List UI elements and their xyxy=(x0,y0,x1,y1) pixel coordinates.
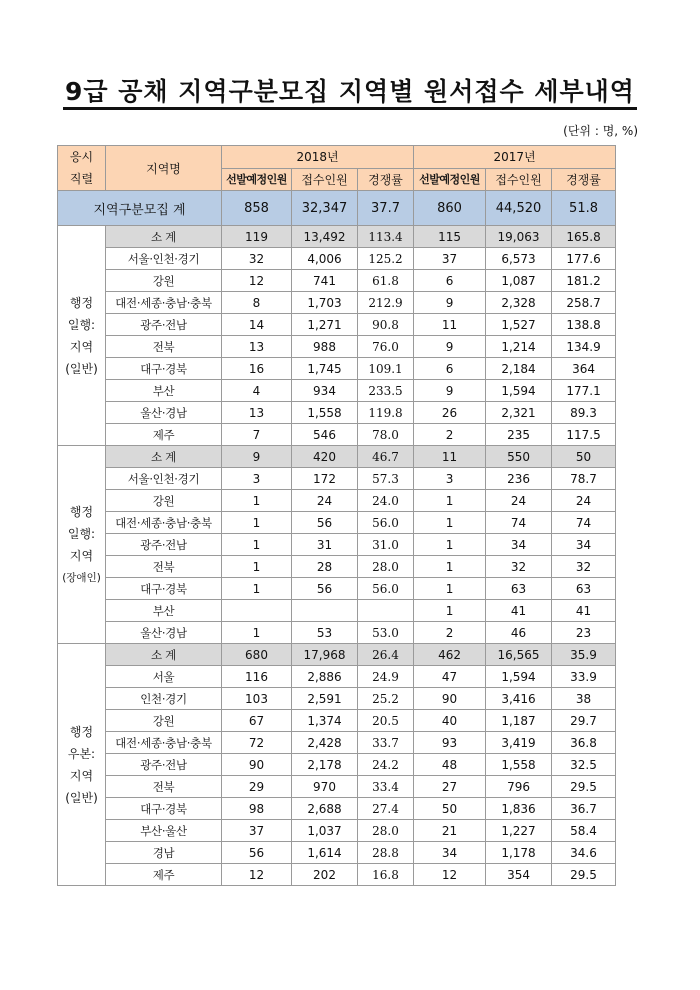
cell: 177.1 xyxy=(552,380,616,402)
cell: 33.4 xyxy=(358,776,414,798)
cell: 138.8 xyxy=(552,314,616,336)
table-row xyxy=(58,512,616,534)
cell: 233.5 xyxy=(358,380,414,402)
cell: 3,416 xyxy=(486,688,552,710)
cell: 258.7 xyxy=(552,292,616,314)
cell: 28.0 xyxy=(358,820,414,842)
table-row xyxy=(58,270,616,292)
cell: 1 xyxy=(222,578,292,600)
cell: 24 xyxy=(292,490,358,512)
region-name: 광주·전남 xyxy=(106,754,222,776)
cell: 47 xyxy=(414,666,486,688)
cell: 41 xyxy=(486,600,552,622)
region-name: 대구·경북 xyxy=(106,578,222,600)
cell: 125.2 xyxy=(358,248,414,270)
cell: 934 xyxy=(292,380,358,402)
table-row xyxy=(58,556,616,578)
group-label-line: 지역 xyxy=(69,548,94,563)
cell: 11 xyxy=(414,314,486,336)
region-name: 소 계 xyxy=(106,446,222,468)
cell: 1,271 xyxy=(292,314,358,336)
cell: 1,558 xyxy=(292,402,358,424)
table-row xyxy=(58,292,616,314)
cell: 90 xyxy=(414,688,486,710)
cell: 1 xyxy=(414,490,486,512)
cell: 31.0 xyxy=(358,534,414,556)
cell: 29.7 xyxy=(552,710,616,732)
cell: 988 xyxy=(292,336,358,358)
cell: 13 xyxy=(222,336,292,358)
cell: 1,087 xyxy=(486,270,552,292)
cell: 34 xyxy=(414,842,486,864)
table-row xyxy=(58,380,616,402)
cell: 1 xyxy=(414,600,486,622)
cell: 34.6 xyxy=(552,842,616,864)
cell: 2,591 xyxy=(292,688,358,710)
cell: 177.6 xyxy=(552,248,616,270)
group-label xyxy=(58,644,106,886)
cell: 27 xyxy=(414,776,486,798)
cell: 9 xyxy=(414,336,486,358)
cell: 25.2 xyxy=(358,688,414,710)
cell: 12 xyxy=(222,864,292,886)
cell: 36.8 xyxy=(552,732,616,754)
region-name: 대구·경북 xyxy=(106,798,222,820)
cell: 354 xyxy=(486,864,552,886)
cell: 48 xyxy=(414,754,486,776)
cell: 36.7 xyxy=(552,798,616,820)
group-label-line: (장애인) xyxy=(62,571,101,584)
region-name: 부산·울산 xyxy=(106,820,222,842)
cell: 53.0 xyxy=(358,622,414,644)
cell: 24 xyxy=(552,490,616,512)
cell: 165.8 xyxy=(552,226,616,248)
group-label-line: 우본: xyxy=(67,746,96,761)
cell: 67 xyxy=(222,710,292,732)
cell: 9 xyxy=(414,380,486,402)
table-row xyxy=(58,578,616,600)
table-row xyxy=(58,732,616,754)
group-label-line: 행정 xyxy=(69,724,94,739)
cell: 14 xyxy=(222,314,292,336)
group-label-line: 지역 xyxy=(69,339,94,354)
cell: 11 xyxy=(414,446,486,468)
region-name: 서울·인천·경기 xyxy=(106,248,222,270)
cell: 236 xyxy=(486,468,552,490)
region-name: 제주 xyxy=(106,424,222,446)
cell: 56.0 xyxy=(358,512,414,534)
cell: 32 xyxy=(222,248,292,270)
header-ratio: 경쟁률 xyxy=(358,168,414,191)
cell: 37 xyxy=(222,820,292,842)
cell: 202 xyxy=(292,864,358,886)
cell: 44,520 xyxy=(486,191,552,226)
region-name: 강원 xyxy=(106,710,222,732)
region-name: 울산·경남 xyxy=(106,402,222,424)
cell: 50 xyxy=(414,798,486,820)
region-name: 서울·인천·경기 xyxy=(106,468,222,490)
table-row xyxy=(58,248,616,270)
cell: 98 xyxy=(222,798,292,820)
cell: 33.9 xyxy=(552,666,616,688)
cell: 1,836 xyxy=(486,798,552,820)
cell: 119 xyxy=(222,226,292,248)
cell: 17,968 xyxy=(292,644,358,666)
cell: 3 xyxy=(414,468,486,490)
cell: 1 xyxy=(414,556,486,578)
cell: 32,347 xyxy=(292,191,358,226)
cell: 13,492 xyxy=(292,226,358,248)
cell: 16 xyxy=(222,358,292,380)
group-label-line: 일행: xyxy=(67,526,96,541)
cell: 37 xyxy=(414,248,486,270)
header-planned: 선발예정인원 xyxy=(222,168,292,191)
header-region: 지역명 xyxy=(106,146,222,191)
cell: 172 xyxy=(292,468,358,490)
table-row xyxy=(58,490,616,512)
header-applicants: 접수인원 xyxy=(486,168,552,191)
group-label-line: 지역 xyxy=(69,768,94,783)
cell: 89.3 xyxy=(552,402,616,424)
cell: 796 xyxy=(486,776,552,798)
cell: 6 xyxy=(414,358,486,380)
header-exam: 응시 직렬 xyxy=(58,146,106,191)
cell: 21 xyxy=(414,820,486,842)
cell: 16,565 xyxy=(486,644,552,666)
unit-note: (단위 : 명, %) xyxy=(563,124,638,138)
region-name: 전북 xyxy=(106,556,222,578)
cell: 41 xyxy=(552,600,616,622)
table-row xyxy=(58,336,616,358)
cell: 74 xyxy=(486,512,552,534)
region-name: 울산·경남 xyxy=(106,622,222,644)
header-ratio: 경쟁률 xyxy=(552,168,616,191)
group-label-line: 행정 xyxy=(69,504,94,519)
cell: 78.0 xyxy=(358,424,414,446)
cell: 28.8 xyxy=(358,842,414,864)
cell: 420 xyxy=(292,446,358,468)
group-label xyxy=(58,446,106,644)
cell: 860 xyxy=(414,191,486,226)
region-name: 강원 xyxy=(106,490,222,512)
cell: 2,428 xyxy=(292,732,358,754)
table-row xyxy=(58,776,616,798)
cell: 364 xyxy=(552,358,616,380)
cell: 24.9 xyxy=(358,666,414,688)
cell: 1,374 xyxy=(292,710,358,732)
cell: 51.8 xyxy=(552,191,616,226)
cell: 12 xyxy=(222,270,292,292)
cell: 90.8 xyxy=(358,314,414,336)
cell: 1 xyxy=(414,578,486,600)
cell: 134.9 xyxy=(552,336,616,358)
header-year-2018: 2018년 xyxy=(222,146,414,169)
cell: 50 xyxy=(552,446,616,468)
cell: 1,558 xyxy=(486,754,552,776)
cell: 20.5 xyxy=(358,710,414,732)
cell: 90 xyxy=(222,754,292,776)
table-row xyxy=(58,622,616,644)
group-label-line: 행정 xyxy=(69,295,94,310)
region-name: 경남 xyxy=(106,842,222,864)
cell: 29 xyxy=(222,776,292,798)
table-row xyxy=(58,468,616,490)
cell: 6,573 xyxy=(486,248,552,270)
header-year-2017: 2017년 xyxy=(414,146,616,169)
cell: 235 xyxy=(486,424,552,446)
cell: 1 xyxy=(222,556,292,578)
cell: 2,688 xyxy=(292,798,358,820)
cell: 1,703 xyxy=(292,292,358,314)
table-row xyxy=(58,666,616,688)
cell: 46 xyxy=(486,622,552,644)
cell: 1,178 xyxy=(486,842,552,864)
cell: 1 xyxy=(222,534,292,556)
header-applicants: 접수인원 xyxy=(292,168,358,191)
cell: 35.9 xyxy=(552,644,616,666)
cell: 2,321 xyxy=(486,402,552,424)
subtotal-row xyxy=(58,446,616,468)
cell: 53 xyxy=(292,622,358,644)
region-name: 소 계 xyxy=(106,226,222,248)
cell: 93 xyxy=(414,732,486,754)
cell: 858 xyxy=(222,191,292,226)
table-row xyxy=(58,688,616,710)
group-label-line: (일반) xyxy=(65,790,98,805)
cell: 32 xyxy=(552,556,616,578)
cell: 2,178 xyxy=(292,754,358,776)
cell: 23 xyxy=(552,622,616,644)
region-name: 인천·경기 xyxy=(106,688,222,710)
cell: 24 xyxy=(486,490,552,512)
region-name: 대전·세종·충남·충북 xyxy=(106,732,222,754)
cell: 2,328 xyxy=(486,292,552,314)
cell: 24.2 xyxy=(358,754,414,776)
region-name: 부산 xyxy=(106,380,222,402)
region-name: 광주·전남 xyxy=(106,314,222,336)
cell: 38 xyxy=(552,688,616,710)
subtotal-row xyxy=(58,226,616,248)
cell: 109.1 xyxy=(358,358,414,380)
cell: 1,614 xyxy=(292,842,358,864)
cell: 115 xyxy=(414,226,486,248)
cell: 28.0 xyxy=(358,556,414,578)
cell: 29.5 xyxy=(552,864,616,886)
cell: 13 xyxy=(222,402,292,424)
cell: 1,227 xyxy=(486,820,552,842)
cell: 7 xyxy=(222,424,292,446)
table-row xyxy=(58,314,616,336)
cell: 2 xyxy=(414,622,486,644)
cell: 970 xyxy=(292,776,358,798)
cell: 1,187 xyxy=(486,710,552,732)
region-name: 전북 xyxy=(106,336,222,358)
region-name: 서울 xyxy=(106,666,222,688)
table-row xyxy=(58,798,616,820)
region-name: 대전·세종·충남·충북 xyxy=(106,512,222,534)
table-row xyxy=(58,710,616,732)
cell: 3,419 xyxy=(486,732,552,754)
region-name: 전북 xyxy=(106,776,222,798)
cell: 680 xyxy=(222,644,292,666)
cell: 37.7 xyxy=(358,191,414,226)
cell: 34 xyxy=(552,534,616,556)
cell: 46.7 xyxy=(358,446,414,468)
region-name: 제주 xyxy=(106,864,222,886)
cell: 462 xyxy=(414,644,486,666)
cell: 56.0 xyxy=(358,578,414,600)
cell: 12 xyxy=(414,864,486,886)
table-row xyxy=(58,358,616,380)
cell: 19,063 xyxy=(486,226,552,248)
table-row xyxy=(58,600,616,622)
cell xyxy=(292,600,358,622)
table-row xyxy=(58,534,616,556)
cell: 63 xyxy=(552,578,616,600)
cell: 1,594 xyxy=(486,380,552,402)
cell: 2,184 xyxy=(486,358,552,380)
cell: 56 xyxy=(222,842,292,864)
group-label-line: 일행: xyxy=(67,317,96,332)
cell: 40 xyxy=(414,710,486,732)
cell: 4 xyxy=(222,380,292,402)
cell: 117.5 xyxy=(552,424,616,446)
cell: 8 xyxy=(222,292,292,314)
cell: 78.7 xyxy=(552,468,616,490)
cell: 72 xyxy=(222,732,292,754)
cell: 27.4 xyxy=(358,798,414,820)
cell: 1 xyxy=(222,622,292,644)
table-row xyxy=(58,424,616,446)
cell: 1 xyxy=(414,534,486,556)
cell: 6 xyxy=(414,270,486,292)
cell: 9 xyxy=(222,446,292,468)
region-name: 소 계 xyxy=(106,644,222,666)
cell: 26 xyxy=(414,402,486,424)
cell: 58.4 xyxy=(552,820,616,842)
cell: 33.7 xyxy=(358,732,414,754)
table-row xyxy=(58,402,616,424)
cell: 741 xyxy=(292,270,358,292)
cell: 550 xyxy=(486,446,552,468)
cell: 26.4 xyxy=(358,644,414,666)
cell: 212.9 xyxy=(358,292,414,314)
cell: 103 xyxy=(222,688,292,710)
table-row xyxy=(58,820,616,842)
cell: 1,594 xyxy=(486,666,552,688)
region-name: 광주·전남 xyxy=(106,534,222,556)
cell: 76.0 xyxy=(358,336,414,358)
cell: 1,037 xyxy=(292,820,358,842)
cell: 29.5 xyxy=(552,776,616,798)
table-row xyxy=(58,754,616,776)
cell: 9 xyxy=(414,292,486,314)
cell: 546 xyxy=(292,424,358,446)
cell: 1 xyxy=(414,512,486,534)
table-row xyxy=(58,842,616,864)
cell: 56 xyxy=(292,578,358,600)
cell xyxy=(222,600,292,622)
cell: 1,214 xyxy=(486,336,552,358)
cell: 2,886 xyxy=(292,666,358,688)
cell xyxy=(358,600,414,622)
region-name: 부산 xyxy=(106,600,222,622)
cell: 119.8 xyxy=(358,402,414,424)
cell: 4,006 xyxy=(292,248,358,270)
subtotal-row xyxy=(58,644,616,666)
cell: 74 xyxy=(552,512,616,534)
cell: 28 xyxy=(292,556,358,578)
cell: 34 xyxy=(486,534,552,556)
header-planned: 선발예정인원 xyxy=(414,168,486,191)
cell: 24.0 xyxy=(358,490,414,512)
cell: 113.4 xyxy=(358,226,414,248)
page-title: 9급 공채 지역구분모집 지역별 원서접수 세부내역 xyxy=(0,72,700,108)
table-row xyxy=(58,864,616,886)
cell: 1,745 xyxy=(292,358,358,380)
cell: 31 xyxy=(292,534,358,556)
cell: 1,527 xyxy=(486,314,552,336)
cell: 57.3 xyxy=(358,468,414,490)
cell: 181.2 xyxy=(552,270,616,292)
group-label-line: (일반) xyxy=(65,361,98,376)
region-name: 대구·경북 xyxy=(106,358,222,380)
region-name: 대전·세종·충남·충북 xyxy=(106,292,222,314)
cell: 16.8 xyxy=(358,864,414,886)
cell: 116 xyxy=(222,666,292,688)
cell: 61.8 xyxy=(358,270,414,292)
cell: 3 xyxy=(222,468,292,490)
grand-total-row xyxy=(58,191,616,226)
cell: 1 xyxy=(222,512,292,534)
cell: 2 xyxy=(414,424,486,446)
cell: 63 xyxy=(486,578,552,600)
cell: 1 xyxy=(222,490,292,512)
cell: 32.5 xyxy=(552,754,616,776)
grand-total-label: 지역구분모집 계 xyxy=(58,191,222,226)
group-label xyxy=(58,226,106,446)
cell: 32 xyxy=(486,556,552,578)
region-name: 강원 xyxy=(106,270,222,292)
application-table xyxy=(57,145,616,886)
cell: 56 xyxy=(292,512,358,534)
